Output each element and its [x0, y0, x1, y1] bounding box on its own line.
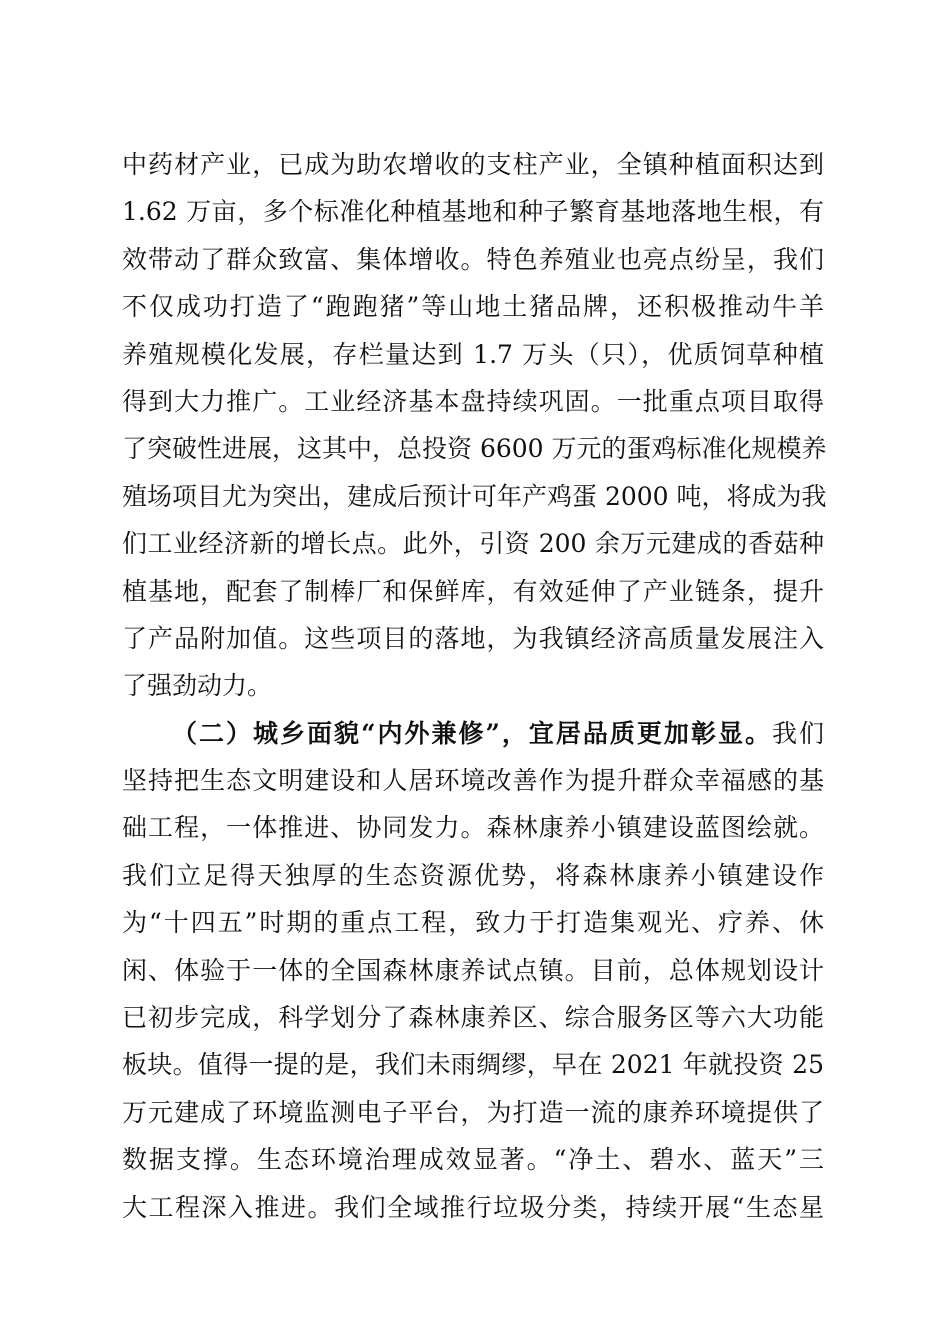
paragraph2-line: 万元建成了环境监测电子平台，为打造一流的康养环境提供了	[122, 1097, 824, 1127]
paragraph1-line: 了产品附加值。这些项目的落地，为我镇经济高质量发展注入	[122, 623, 824, 653]
paragraph1-line: 了强劲动力。	[122, 671, 273, 701]
section-heading: （二）城乡面貌“内外兼修”，宜居品质更加彰显。	[172, 718, 772, 748]
paragraph2-line: 板块。值得一提的是，我们未雨绸缪，早在 2021 年就投资 25	[122, 1050, 824, 1080]
paragraph2-line: 为“十四五”时期的重点工程，致力于打造集观光、疗养、休	[122, 908, 824, 938]
paragraph1-line: 们工业经济新的增长点。此外，引资 200 余万元建成的香菇种	[122, 529, 824, 559]
document-body	[122, 141, 827, 1231]
paragraph2-line: 闲、体验于一体的全国森林康养试点镇。目前，总体规划设计	[122, 955, 824, 985]
paragraph2-line: 础工程，一体推进、协同发力。森林康养小镇建设蓝图绘就。	[122, 813, 824, 843]
paragraph1-line: 养殖规模化发展，存栏量达到 1.7 万头（只），优质饲草种植	[122, 339, 824, 369]
paragraph2-first-line	[122, 710, 824, 757]
paragraph2-first-line-text: 我们	[771, 718, 824, 748]
paragraph1-line: 1.62 万亩，多个标准化种植基地和种子繁育基地落地生根，有	[122, 197, 824, 227]
paragraph2-line: 坚持把生态文明建设和人居环境改善作为提升群众幸福感的基	[122, 766, 824, 796]
paragraph1-line: 效带动了群众致富、集体增收。特色养殖业也亮点纷呈，我们	[122, 244, 824, 274]
paragraph2-line: 大工程深入推进。我们全域推行垃圾分类，持续开展“生态星	[122, 1192, 824, 1222]
paragraph1-line: 得到大力推广。工业经济基本盘持续巩固。一批重点项目取得	[122, 386, 824, 416]
paragraph2-line: 数据支撑。生态环境治理成效显著。“净土、碧水、蓝天”三	[122, 1145, 824, 1175]
paragraph1-line: 中药材产业，已成为助农增收的支柱产业，全镇种植面积达到	[122, 150, 824, 179]
paragraph1-line: 了突破性进展，这其中，总投资 6600 万元的蛋鸡标准化规模养	[122, 434, 827, 464]
paragraph1-line: 植基地，配套了制棒厂和保鲜库，有效延伸了产业链条，提升	[122, 576, 824, 606]
paragraph2-line: 我们立足得天独厚的生态资源优势，将森林康养小镇建设作	[122, 860, 824, 890]
paragraph1-line: 殖场项目尤为突出，建成后预计可年产鸡蛋 2000 吨，将成为我	[122, 481, 827, 511]
paragraph1-line: 不仅成功打造了“跑跑猪”等山地土猪品牌，还积极推动牛羊	[122, 292, 824, 322]
paragraph2-line: 已初步完成，科学划分了森林康养区、综合服务区等六大功能	[122, 1003, 824, 1033]
